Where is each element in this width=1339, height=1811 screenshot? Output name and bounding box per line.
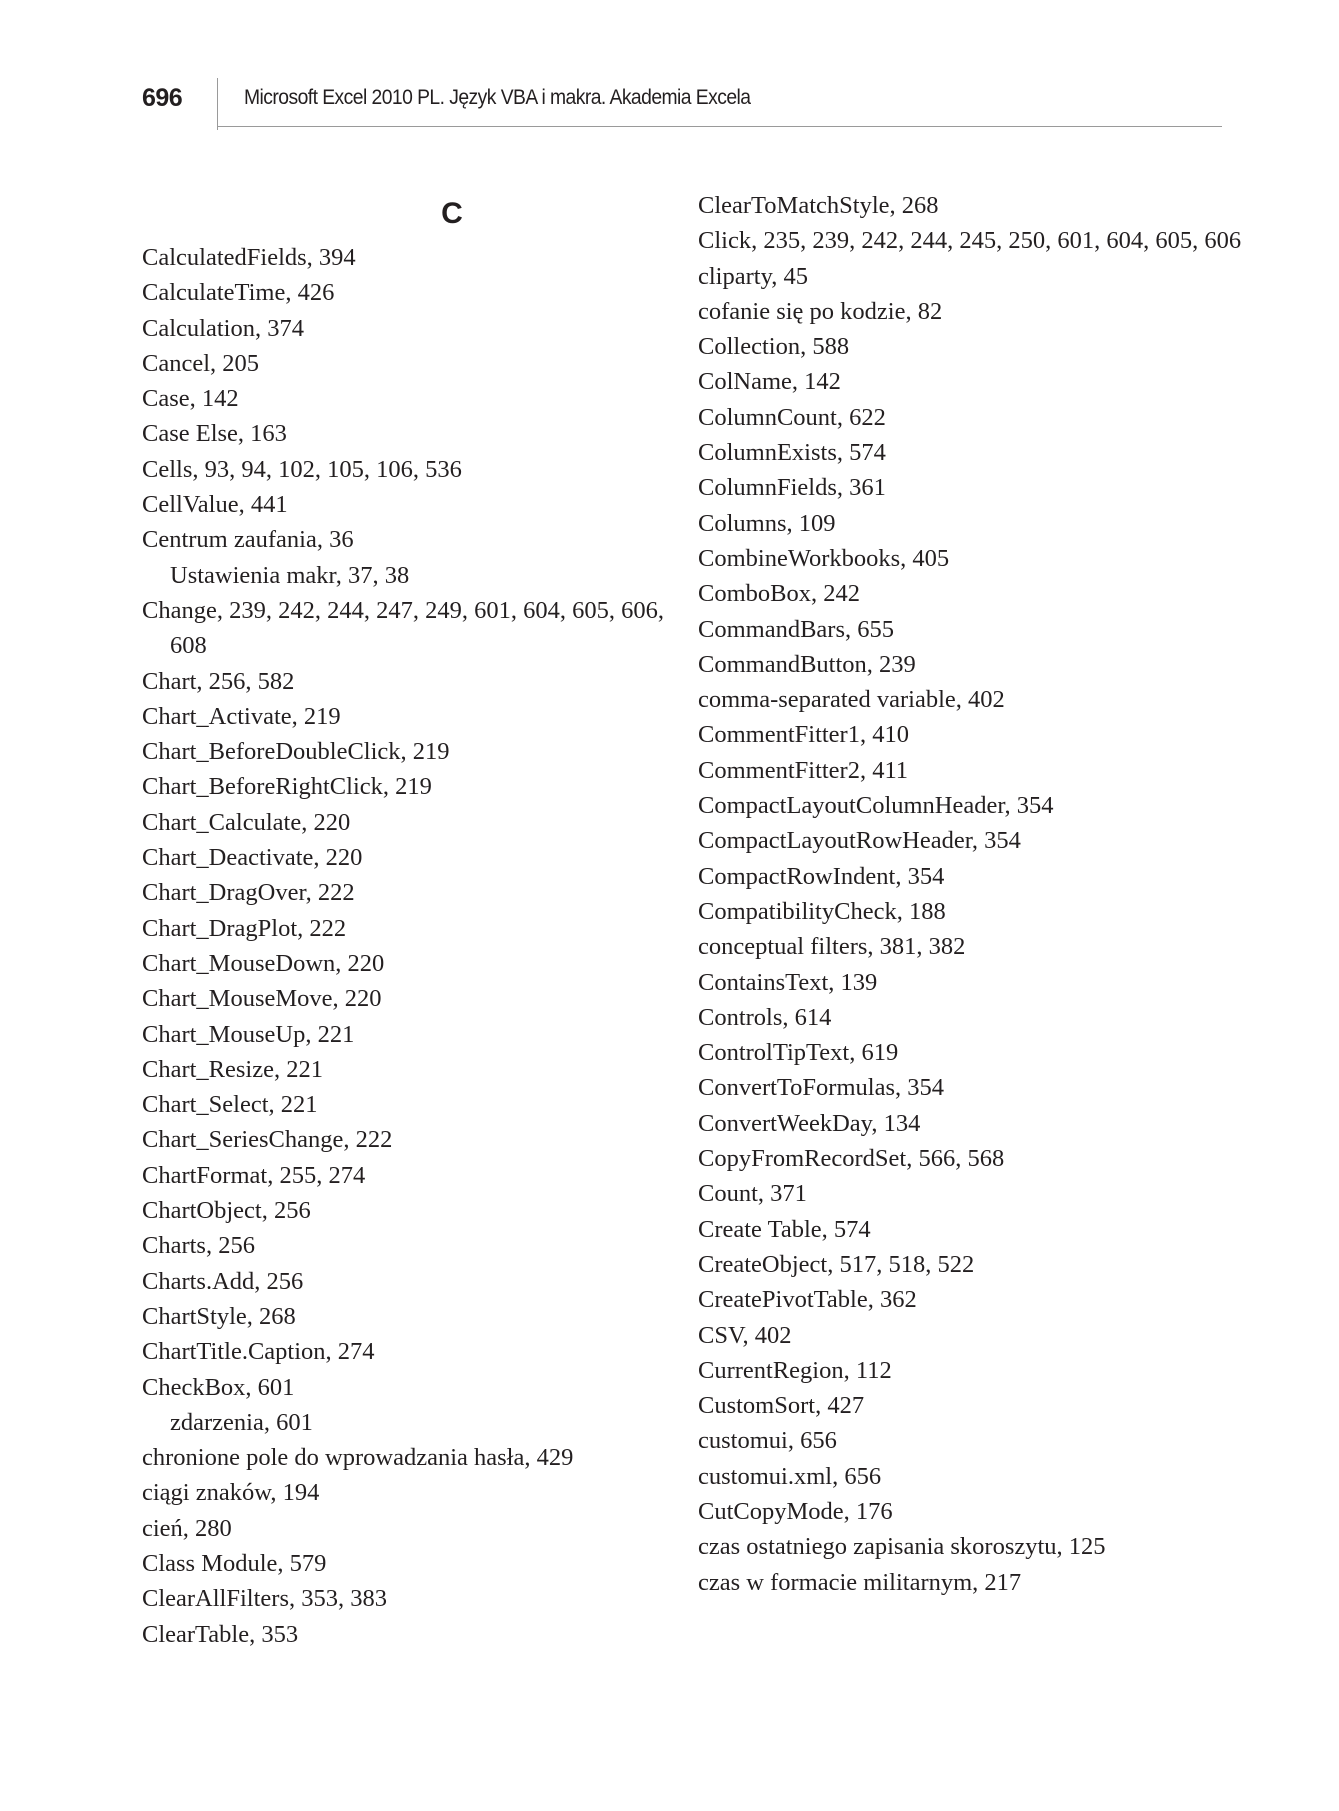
index-entry: Charts.Add, 256 bbox=[142, 1267, 304, 1295]
index-entry: chronione pole do wprowadzania hasła, 429 bbox=[142, 1444, 574, 1472]
index-entry: CommentFitter2, 411 bbox=[698, 756, 909, 784]
header-divider bbox=[217, 78, 218, 130]
index-entry: Chart_Activate, 219 bbox=[142, 702, 341, 730]
index-entry: Calculation, 374 bbox=[142, 314, 304, 342]
book-title: Microsoft Excel 2010 PL. Język VBA i makra. Akademia Excela bbox=[244, 86, 751, 109]
index-column-right bbox=[698, 188, 1258, 1600]
index-entry: CombineWorkbooks, 405 bbox=[698, 544, 950, 572]
index-entry: Chart_BeforeRightClick, 219 bbox=[142, 773, 432, 801]
index-entry: CommandBars, 655 bbox=[698, 615, 894, 643]
index-entry: Chart_DragOver, 222 bbox=[142, 879, 355, 907]
index-entry: CellValue, 441 bbox=[142, 491, 288, 519]
index-entry: Click, 235, 239, 242, 244, 245, 250, 601, 604, 605, 606 bbox=[698, 227, 1242, 255]
index-entry: Collection, 588 bbox=[698, 333, 850, 361]
index-entry: ColName, 142 bbox=[698, 368, 841, 396]
index-entry: Cancel, 205 bbox=[142, 349, 260, 377]
index-entry: Charts, 256 bbox=[142, 1232, 255, 1260]
index-entry: ConvertToFormulas, 354 bbox=[698, 1074, 944, 1102]
index-entry: Controls, 614 bbox=[698, 1003, 832, 1031]
index-subentry: zdarzenia, 601 bbox=[170, 1408, 313, 1436]
index-entry: CompatibilityCheck, 188 bbox=[698, 897, 946, 925]
index-entry: conceptual filters, 381, 382 bbox=[698, 933, 966, 961]
index-entry: CopyFromRecordSet, 566, 568 bbox=[698, 1145, 1005, 1173]
index-column-left bbox=[142, 188, 672, 1652]
index-entry: ComboBox, 242 bbox=[698, 580, 860, 608]
index-entry: ChartTitle.Caption, 274 bbox=[142, 1338, 375, 1366]
index-entry: CompactLayoutRowHeader, 354 bbox=[698, 827, 1021, 855]
index-entry: czas ostatniego zapisania skoroszytu, 125 bbox=[698, 1533, 1106, 1561]
index-entry: ciągi znaków, 194 bbox=[142, 1479, 320, 1507]
index-entry: ColumnExists, 574 bbox=[698, 439, 886, 467]
index-entry: Chart_Calculate, 220 bbox=[142, 808, 351, 836]
index-entry: CreatePivotTable, 362 bbox=[698, 1286, 917, 1314]
index-entry: CreateObject, 517, 518, 522 bbox=[698, 1250, 975, 1278]
index-entry: ColumnFields, 361 bbox=[698, 474, 886, 502]
index-entry: ControlTipText, 619 bbox=[698, 1039, 899, 1067]
index-entry: Change, 239, 242, 244, 247, 249, 601, 604, 605, 606, 608 bbox=[142, 596, 664, 660]
page-number: 696 bbox=[142, 84, 183, 112]
index-entry: Chart_Deactivate, 220 bbox=[142, 844, 363, 872]
index-entry: ClearAllFilters, 353, 383 bbox=[142, 1585, 387, 1613]
index-entry: Case Else, 163 bbox=[142, 420, 287, 448]
index-entry: customui.xml, 656 bbox=[698, 1462, 882, 1490]
index-entry: Count, 371 bbox=[698, 1180, 807, 1208]
index-entry: CommentFitter1, 410 bbox=[698, 721, 909, 749]
index-entry: comma-separated variable, 402 bbox=[698, 686, 1005, 714]
index-entry: Columns, 109 bbox=[698, 509, 836, 537]
index-entry: ClearTable, 353 bbox=[142, 1620, 299, 1648]
index-entry: czas w formacie militarnym, 217 bbox=[698, 1568, 1022, 1596]
page-header bbox=[142, 84, 1222, 130]
index-entry: Chart_MouseMove, 220 bbox=[142, 985, 382, 1013]
index-entry: CalculateTime, 426 bbox=[142, 279, 335, 307]
index-entry: CheckBox, 601 bbox=[142, 1373, 295, 1401]
index-entry: Create Table, 574 bbox=[698, 1215, 871, 1243]
index-entry: Chart_MouseUp, 221 bbox=[142, 1020, 355, 1048]
index-entry: Cells, 93, 94, 102, 105, 106, 536 bbox=[142, 455, 462, 483]
index-entry: Chart_SeriesChange, 222 bbox=[142, 1126, 393, 1154]
section-letter: C bbox=[441, 197, 463, 230]
index-entry: Chart_MouseDown, 220 bbox=[142, 949, 385, 977]
index-entry: cofanie się po kodzie, 82 bbox=[698, 297, 943, 325]
index-entry: Chart_Resize, 221 bbox=[142, 1055, 323, 1083]
index-entry: Case, 142 bbox=[142, 385, 239, 413]
index-entry: ChartFormat, 255, 274 bbox=[142, 1161, 366, 1189]
index-entry: customui, 656 bbox=[698, 1427, 837, 1455]
index-entry: CurrentRegion, 112 bbox=[698, 1356, 892, 1384]
index-subentry: Ustawienia makr, 37, 38 bbox=[170, 561, 410, 589]
index-entry: Chart_DragPlot, 222 bbox=[142, 914, 347, 942]
index-entry: ColumnCount, 622 bbox=[698, 403, 886, 431]
index-entry: cień, 280 bbox=[142, 1514, 232, 1542]
index-entry: cliparty, 45 bbox=[698, 262, 808, 290]
index-entry: CompactLayoutColumnHeader, 354 bbox=[698, 792, 1054, 820]
index-entry: CalculatedFields, 394 bbox=[142, 244, 356, 271]
index-entry: ClearToMatchStyle, 268 bbox=[698, 192, 939, 219]
index-entry: CompactRowIndent, 354 bbox=[698, 862, 945, 890]
index-entry: Chart, 256, 582 bbox=[142, 667, 295, 695]
index-entry: Chart_Select, 221 bbox=[142, 1091, 318, 1119]
index-entry: ChartObject, 256 bbox=[142, 1197, 311, 1225]
index-entry: CustomSort, 427 bbox=[698, 1392, 865, 1420]
index-entry: CSV, 402 bbox=[698, 1321, 792, 1349]
index-entry: Chart_BeforeDoubleClick, 219 bbox=[142, 738, 450, 766]
index-entry: ConvertWeekDay, 134 bbox=[698, 1109, 921, 1137]
index-entry: CutCopyMode, 176 bbox=[698, 1497, 893, 1525]
index-entry: Centrum zaufania, 36 bbox=[142, 526, 354, 554]
index-entry: ChartStyle, 268 bbox=[142, 1302, 296, 1330]
index-entry: ContainsText, 139 bbox=[698, 968, 878, 996]
index-entry: CommandButton, 239 bbox=[698, 650, 916, 678]
header-rule bbox=[218, 126, 1222, 127]
index-entry: Class Module, 579 bbox=[142, 1549, 327, 1577]
